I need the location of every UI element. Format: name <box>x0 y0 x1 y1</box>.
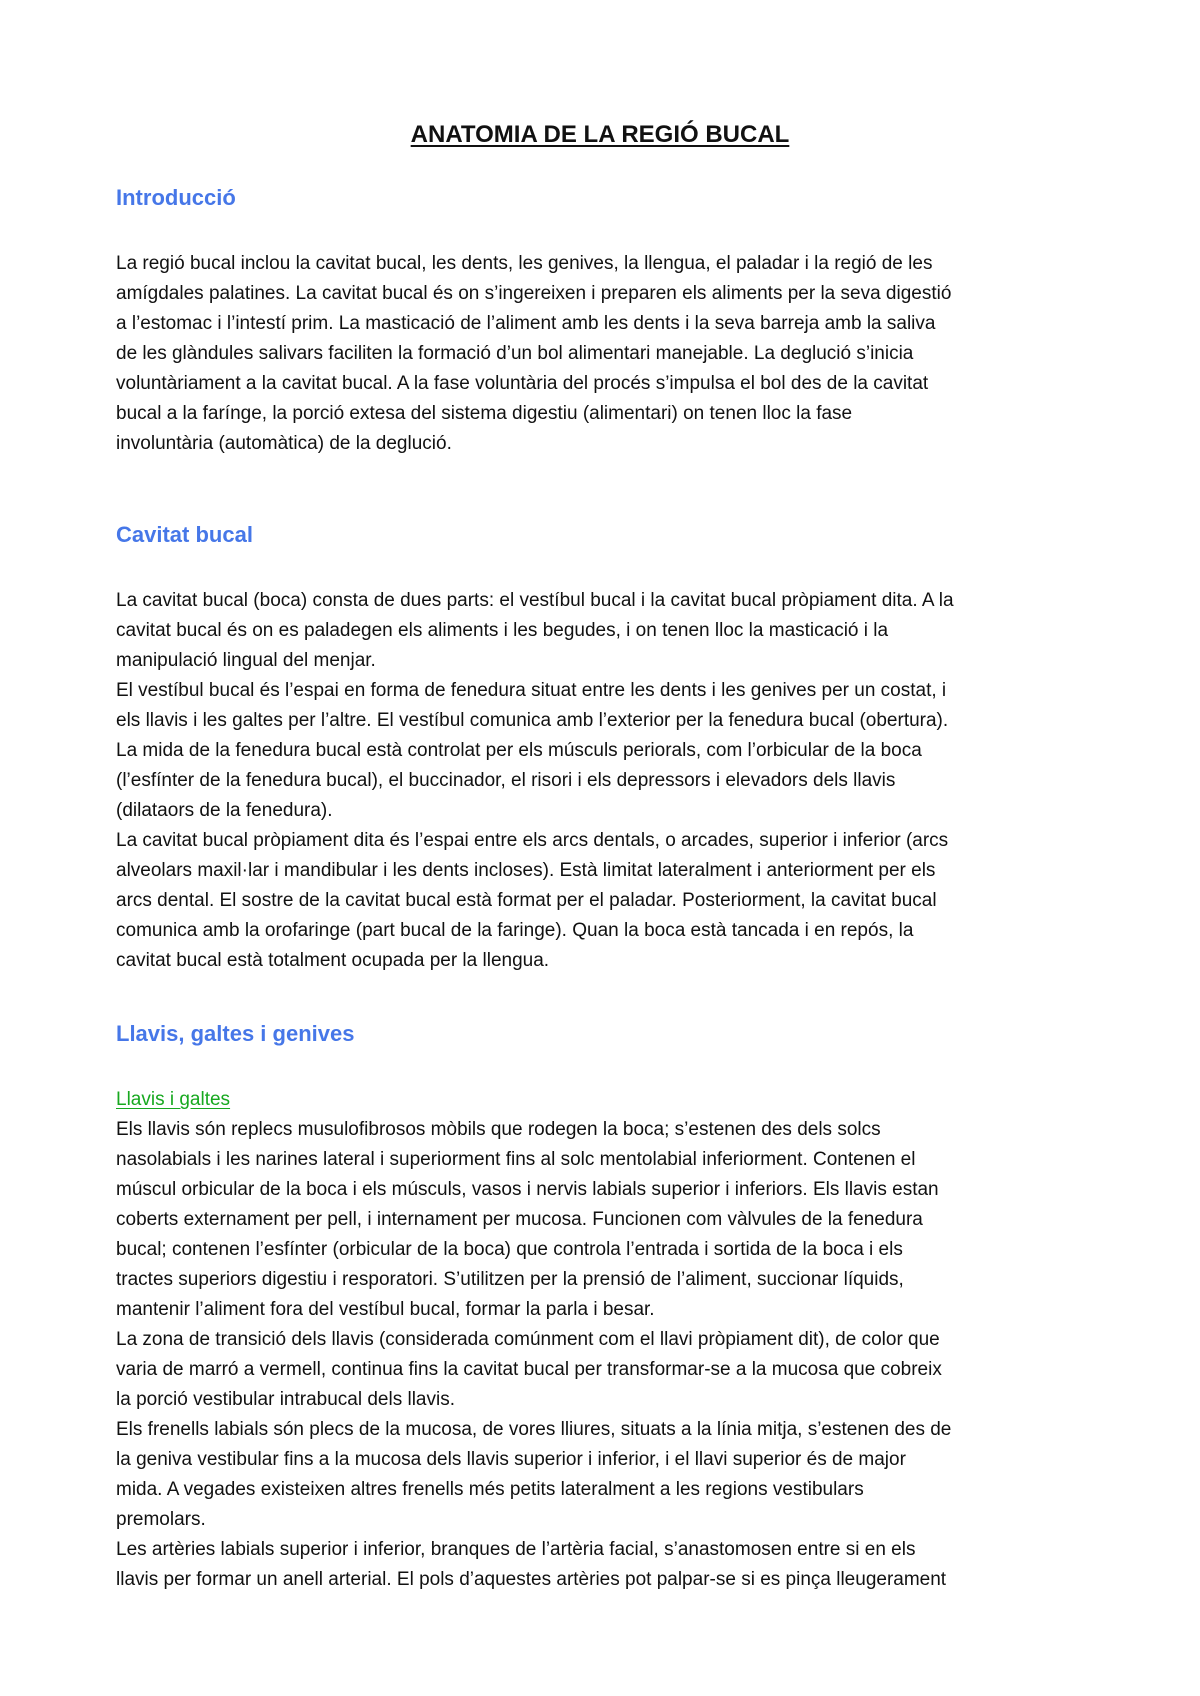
section-heading-introduccio: Introducció <box>116 185 236 210</box>
text-line: La cavitat bucal pròpiament dita és l’espai entre els arcs dentals, o arcades, superior i inferior (arcs <box>116 830 949 851</box>
text-line: (dilataors de la fenedura). <box>116 800 333 821</box>
section-paragraph-cavitat-bucal <box>116 586 1106 976</box>
subheading-llavis-i-galtes <box>116 1085 230 1115</box>
text-line: múscul orbicular de la boca i els músculs, vasos i nervis labials superior i inferiors. Els llavis estan <box>116 1179 939 1200</box>
text-line: la porció vestibular intrabucal dels llavis. <box>116 1389 455 1410</box>
text-line: (l’esfínter de la fenedura bucal), el buccinador, el risori i els depressors i elevadors dels llavis <box>116 770 896 791</box>
text-line: La regió bucal inclou la cavitat bucal, les dents, les genives, la llengua, el paladar i la regió de les <box>116 253 933 274</box>
text-line: a l’estomac i l’intestí prim. La masticació de l’aliment amb les dents i la seva barreja amb la saliva <box>116 313 936 334</box>
text-line: manipulació lingual del menjar. <box>116 650 376 671</box>
text-line: Els frenells labials són plecs de la mucosa, de vores lliures, situats a la línia mitja, s’estenen des de <box>116 1419 952 1440</box>
text-line: La cavitat bucal (boca) consta de dues parts: el vestíbul bucal i la cavitat bucal pròpiament dita. A la <box>116 590 954 611</box>
text-line: els llavis i les galtes per l’altre. El vestíbul comunica amb l’exterior per la fenedura bucal (obertura). <box>116 710 949 731</box>
text-line: de les glàndules salivars faciliten la formació d’un bol alimentari manejable. La deglució s’inicia <box>116 343 914 364</box>
text-line: mida. A vegades existeixen altres frenells més petits lateralment a les regions vestibulars <box>116 1479 864 1500</box>
text-line: llavis per formar un anell arterial. El pols d’aquestes artèries pot palpar-se si es pinça lleugerament <box>116 1569 947 1590</box>
section-paragraph-llavis-galtes <box>116 1115 1106 1595</box>
text-line: nasolabials i les narines lateral i superiorment fins al solc mentolabial inferiorment. Contenen el <box>116 1149 916 1170</box>
text-line: bucal a la farínge, la porció extesa del sistema digestiu (alimentari) on tenen lloc la fase <box>116 403 853 424</box>
text-line: comunica amb la orofaringe (part bucal de la faringe). Quan la boca està tancada i en repós, la <box>116 920 914 941</box>
text-line: La mida de la fenedura bucal està controlat per els músculs periorals, com l’orbicular de la boca <box>116 740 922 761</box>
text-line: mantenir l’aliment fora del vestíbul bucal, formar la parla i besar. <box>116 1299 655 1320</box>
section-paragraph-introduccio <box>116 249 1106 459</box>
section-heading-llavis-galtes-genives: Llavis, galtes i genives <box>116 1021 355 1046</box>
text-line: amígdales palatines. La cavitat bucal és on s’ingereixen i preparen els aliments per la seva digestió <box>116 283 952 304</box>
text-line: cavitat bucal està totalment ocupada per la llengua. <box>116 950 550 971</box>
text-line: Els llavis són replecs musulofibrosos mòbils que rodegen la boca; s’estenen des dels solcs <box>116 1119 881 1140</box>
text-line: La zona de transició dels llavis (considerada comúnment com el llavi pròpiament dit), de color que <box>116 1329 940 1350</box>
text-line: coberts externament per pell, i internament per mucosa. Funcionen com vàlvules de la fenedura <box>116 1209 923 1230</box>
section-heading-cavitat-bucal: Cavitat bucal <box>116 522 253 547</box>
text-line: voluntàriament a la cavitat bucal. A la fase voluntària del procés s’impulsa el bol des de la cavitat <box>116 373 929 394</box>
text-line: Les artèries labials superior i inferior, branques de l’artèria facial, s’anastomosen entre si en els <box>116 1539 916 1560</box>
document-title-text: ANATOMIA DE LA REGIÓ BUCAL <box>410 121 790 148</box>
text-line: arcs dental. El sostre de la cavitat bucal està format per el paladar. Posteriorment, la cavitat bucal <box>116 890 937 911</box>
text-line: alveolars maxil·lar i mandibular i les dents incloses). Està limitat lateralment i anteriorment per els <box>116 860 936 881</box>
text-line: involuntària (automàtica) de la deglució. <box>116 433 452 454</box>
text-line: bucal; contenen l’esfínter (orbicular de la boca) que controla l’entrada i sortida de la boca i els <box>116 1239 903 1260</box>
subheading-text: Llavis i galtes <box>116 1089 231 1110</box>
text-line: premolars. <box>116 1509 206 1530</box>
text-line: la geniva vestibular fins a la mucosa dels llavis superior i inferior, i el llavi superior és de major <box>116 1449 906 1470</box>
text-line: varia de marró a vermell, continua fins la cavitat bucal per transformar-se a la mucosa que cobreix <box>116 1359 942 1380</box>
text-line: tractes superiors digestiu i resporatori. S’utilitzen per la prensió de l’aliment, succionar líquids, <box>116 1269 904 1290</box>
document-title <box>0 119 1200 151</box>
text-line: El vestíbul bucal és l’espai en forma de fenedura situat entre les dents i les genives per un costat, i <box>116 680 947 701</box>
text-line: cavitat bucal és on es paladegen els aliments i les begudes, i on tenen lloc la masticació i la <box>116 620 889 641</box>
